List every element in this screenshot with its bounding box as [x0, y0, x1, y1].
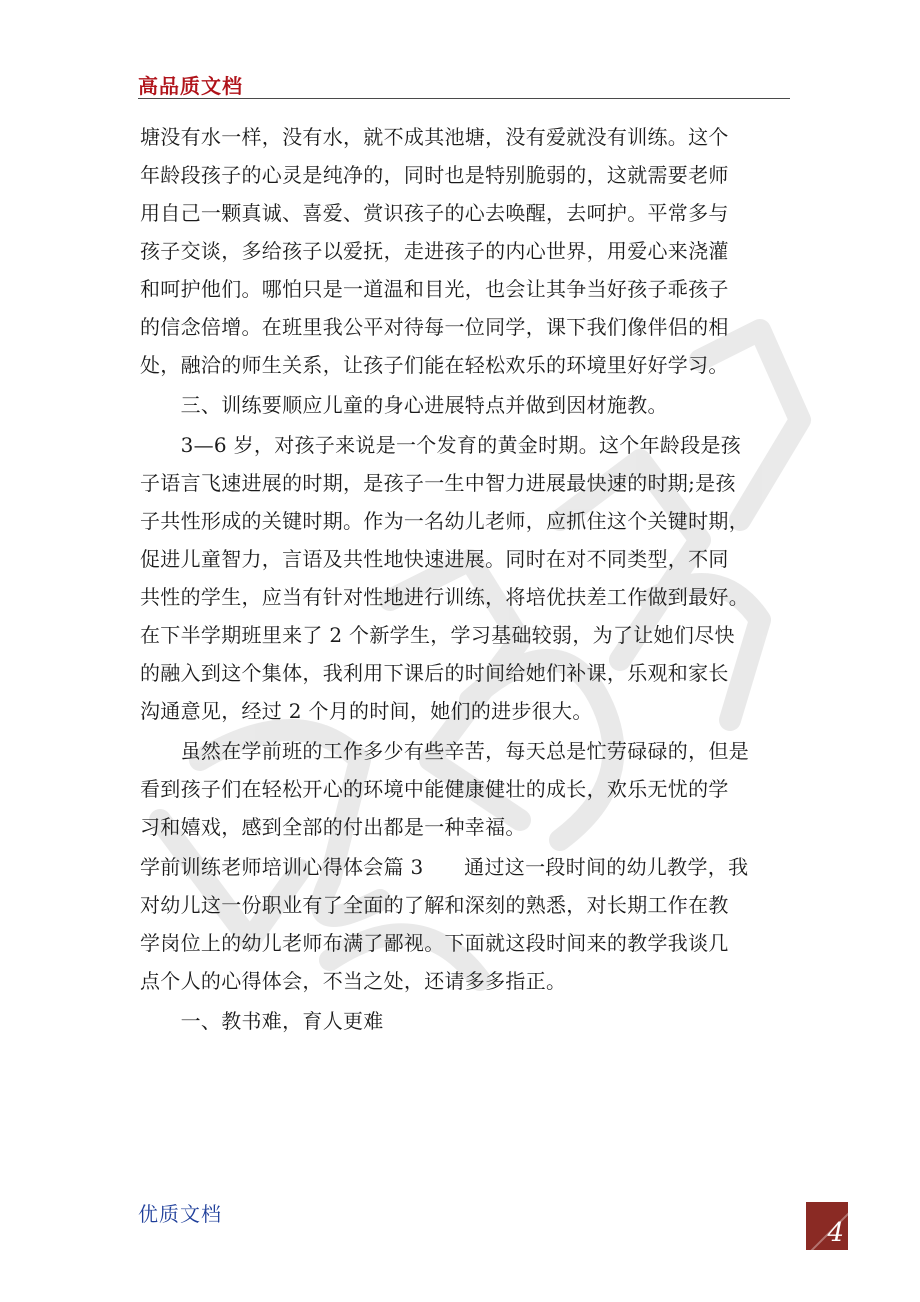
text-line: 处，融洽的师生关系，让孩子们能在轻松欢乐的环境里好好学习。: [140, 353, 729, 377]
text-line: 子共性形成的关键时期。作为一名幼儿老师，应抓住这个关键时期，: [140, 509, 749, 533]
text-line: 子语言飞速进展的时期，是孩子一生中智力进展最快速的时期;是孩: [140, 471, 736, 495]
section-heading: 三、训练要顺应儿童的身心进展特点并做到因材施教。: [140, 393, 668, 417]
text-line: 的信念倍增。在班里我公平对待每一位同学，课下我们像伴侣的相: [140, 315, 729, 339]
document-body: [140, 118, 790, 1040]
text-line: 学岗位上的幼儿老师布满了鄙视。下面就这段时间来的教学我谈几: [140, 931, 729, 955]
text-line: 虽然在学前班的工作多少有些辛苦，每天总是忙劳碌碌的，但是: [140, 739, 749, 763]
page-header: [138, 66, 790, 99]
footer-title: 优质文档: [138, 1202, 222, 1226]
text-line: 用自己一颗真诚、喜爱、赏识孩子的心去唤醒，去呵护。平常多与: [140, 201, 729, 225]
page-number: 4: [827, 1218, 844, 1248]
page-number-badge: [806, 1202, 848, 1250]
text-line: 促进儿童智力，言语及共性地快速进展。同时在对不同类型，不同: [140, 547, 729, 571]
text-line: 沟通意见，经过 2 个月的时间，她们的进步很大。: [140, 699, 593, 723]
text-line: 和呵护他们。哪怕只是一道温和目光，也会让其争当好孩子乖孩子: [140, 277, 729, 301]
text-line: 点个人的心得体会，不当之处，还请多多指正。: [140, 969, 567, 993]
text-line: 在下半学期班里来了 2 个新学生，学习基础较弱，为了让她们尽快: [140, 623, 735, 647]
section-heading: 一、教书难，育人更难: [140, 1009, 384, 1033]
article-title-line: 学前训练老师培训心得体会篇 3 通过这一段时间的幼儿教学，我: [140, 855, 749, 879]
text-line: 年龄段孩子的心灵是纯净的，同时也是特别脆弱的，这就需要老师: [140, 163, 729, 187]
text-line: 对幼儿这一份职业有了全面的了解和深刻的熟悉，对长期工作在教: [140, 893, 729, 917]
text-line: 的融入到这个集体，我利用下课后的时间给她们补课，乐观和家长: [140, 661, 729, 685]
text-line: 习和嬉戏，感到全部的付出都是一种幸福。: [140, 815, 526, 839]
text-line: 塘没有水一样，没有水，就不成其池塘，没有爱就没有训练。这个: [140, 125, 729, 149]
text-line: 看到孩子们在轻松开心的环境中能健康健壮的成长，欢乐无忧的学: [140, 777, 729, 801]
text-line: 3—6 岁，对孩子来说是一个发育的黄金时期。这个年龄段是孩: [140, 433, 742, 457]
text-line: 共性的学生，应当有针对性地进行训练，将培优扶差工作做到最好。: [140, 585, 749, 609]
text-line: 孩子交谈，多给孩子以爱抚，走进孩子的内心世界，用爱心来浇灌: [140, 239, 729, 263]
header-title: 高品质文档: [138, 74, 243, 98]
